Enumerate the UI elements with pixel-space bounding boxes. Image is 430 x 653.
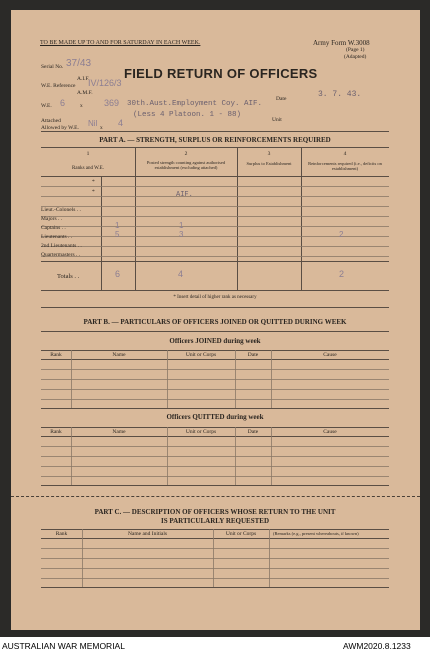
aif-label: A.I.F. bbox=[77, 76, 90, 82]
part-c-col-name: Name and Initials bbox=[127, 531, 168, 537]
unit-label: Unit bbox=[272, 117, 282, 123]
quitted-col-name: Name bbox=[112, 429, 126, 435]
part-c-row-rule bbox=[41, 558, 389, 559]
joined-row-rule bbox=[41, 379, 389, 380]
part-b-title-rule bbox=[41, 331, 389, 332]
col-number-1: 1 bbox=[86, 151, 90, 157]
part-c-vline bbox=[213, 529, 214, 587]
row-rule bbox=[41, 256, 389, 257]
quitted-row-rule bbox=[41, 446, 389, 447]
instruction-text: TO BE MADE UP TO AND FOR SATURDAY IN EACH WEEK. bbox=[40, 40, 201, 46]
part-c-title-line1: PART C. — DESCRIPTION OF OFFICERS WHOSE RETURN TO THE UNIT bbox=[94, 508, 336, 516]
we-number-2: 369 bbox=[104, 98, 120, 108]
rank-majors: Majors . . bbox=[41, 216, 63, 222]
lieutenants-posted: 3 bbox=[179, 230, 184, 239]
archive-caption-left: AUSTRALIAN WAR MEMORIAL bbox=[2, 641, 125, 651]
allowed-x: x bbox=[100, 125, 103, 131]
captains-we: 1 bbox=[115, 221, 120, 230]
joined-col-name: Name bbox=[112, 352, 126, 358]
part-c-table-bottom bbox=[41, 587, 389, 588]
part-c-row-rule bbox=[41, 548, 389, 549]
col-number-4: 4 bbox=[343, 151, 347, 157]
joined-col-cause: Cause bbox=[323, 352, 337, 358]
grid-vline-3 bbox=[237, 147, 238, 290]
part-c-vline bbox=[269, 529, 270, 587]
row-rule bbox=[41, 236, 389, 237]
joined-col-rank: Rank bbox=[50, 352, 62, 358]
col-header-surplus: Surplus to Establishment bbox=[246, 161, 292, 166]
quitted-col-unit: Unit or Corps bbox=[185, 429, 217, 435]
joined-col-date: Date bbox=[247, 352, 259, 358]
date-value: 3. 7. 43. bbox=[318, 90, 362, 99]
part-c-col-remarks: (Remarks (e.g., present whereabouts, if known) bbox=[273, 531, 359, 536]
star-marker-2: * bbox=[92, 189, 95, 195]
totals-reinforcements: 2 bbox=[339, 269, 345, 279]
joined-col-unit: Unit or Corps bbox=[185, 352, 217, 358]
quitted-row-rule bbox=[41, 466, 389, 467]
totals-bottom-rule bbox=[41, 290, 389, 291]
archive-caption-right: AWM2020.8.1233 bbox=[343, 641, 411, 651]
form-title: FIELD RETURN OF OFFICERS bbox=[124, 66, 318, 81]
joined-vline bbox=[235, 350, 236, 408]
part-b-title: PART B. — PARTICULARS OF OFFICERS JOINED OR QUITTED DURING WEEK bbox=[83, 318, 347, 326]
joined-vline bbox=[271, 350, 272, 408]
we-reference-label: W.E. Reference bbox=[41, 83, 76, 89]
part-c-header-rule bbox=[41, 538, 389, 539]
quitted-col-rank: Rank bbox=[50, 429, 62, 435]
col-header-reinforcements: Reinforcements required (i.e., deficits on establishment) bbox=[308, 161, 382, 171]
joined-row-rule bbox=[41, 399, 389, 400]
quitted-vline bbox=[71, 427, 72, 485]
perforation-line bbox=[11, 496, 420, 497]
allowed-number: 4 bbox=[118, 118, 124, 128]
attached-label: Attached bbox=[41, 118, 61, 124]
serial-value: 37/43 bbox=[66, 58, 92, 69]
totals-posted: 4 bbox=[178, 269, 184, 279]
joined-header-rule bbox=[41, 359, 389, 360]
quitted-vline bbox=[271, 427, 272, 485]
row-rule bbox=[41, 196, 389, 197]
joined-row-rule bbox=[41, 369, 389, 370]
we-x: x bbox=[80, 103, 83, 109]
col-number-3: 3 bbox=[267, 151, 271, 157]
rank-quartermasters: Quartermasters . . bbox=[41, 252, 81, 258]
quitted-table-top bbox=[41, 427, 389, 428]
row-rule bbox=[41, 206, 389, 207]
quitted-header-rule bbox=[41, 436, 389, 437]
grid-vline-2 bbox=[135, 147, 136, 290]
row-rule bbox=[41, 216, 389, 217]
quitted-col-cause: Cause bbox=[323, 429, 337, 435]
quitted-col-date: Date bbox=[247, 429, 259, 435]
totals-we: 6 bbox=[115, 269, 121, 279]
totals-top-rule bbox=[41, 261, 389, 262]
part-b-top-rule bbox=[41, 307, 389, 308]
part-c-row-rule bbox=[41, 568, 389, 569]
page-label: (Page 1) bbox=[346, 47, 365, 53]
grid-vline-we bbox=[101, 176, 102, 290]
unit-sub-value: (Less 4 Platoon. 1 - 88) bbox=[133, 111, 242, 119]
quitted-row-rule bbox=[41, 476, 389, 477]
army-form-label: Army Form W.3008 bbox=[313, 39, 370, 47]
joined-table-bottom bbox=[41, 408, 389, 409]
we-reference-value: IV/126/3 bbox=[88, 78, 122, 88]
lieutenants-we: 5 bbox=[115, 230, 120, 239]
part-a-title-rule bbox=[41, 147, 389, 148]
joined-title: Officers JOINED during week bbox=[169, 337, 261, 345]
star-marker-1: * bbox=[92, 179, 95, 185]
quitted-vline bbox=[167, 427, 168, 485]
adapted-label: (Adapted) bbox=[344, 54, 367, 60]
row-rule bbox=[41, 226, 389, 227]
part-c-col-unit: Unit or Corps bbox=[225, 531, 257, 537]
part-c-title-line2: IS PARTICULARLY REQUESTED bbox=[160, 517, 270, 525]
unit-value: 30th.Aust.Employment Coy. AIF. bbox=[127, 100, 263, 108]
quitted-vline bbox=[235, 427, 236, 485]
amf-label: A.M.F. bbox=[77, 90, 93, 96]
aif-entry: AIF. bbox=[176, 191, 193, 199]
rank-2nd-lieutenants: 2nd Lieutenants . . bbox=[41, 243, 82, 249]
part-c-vline bbox=[82, 529, 83, 587]
part-c-table-top bbox=[41, 529, 389, 530]
quitted-row-rule bbox=[41, 456, 389, 457]
col-number-2: 2 bbox=[184, 151, 188, 157]
joined-table-top bbox=[41, 350, 389, 351]
joined-row-rule bbox=[41, 389, 389, 390]
part-a-top-rule bbox=[41, 131, 389, 132]
joined-vline bbox=[71, 350, 72, 408]
grid-vline-4 bbox=[301, 147, 302, 290]
header-bottom-rule bbox=[41, 176, 389, 177]
col-header-ranks: Ranks and W.E. bbox=[72, 166, 104, 171]
col-header-posted: Posted strength counting against authorised establishment (excluding attached) bbox=[146, 160, 226, 170]
quitted-table-bottom bbox=[41, 485, 389, 486]
joined-vline bbox=[167, 350, 168, 408]
serial-label: Serial No. bbox=[41, 64, 64, 70]
totals-label: Totals . . bbox=[57, 273, 80, 280]
footnote: * Insert detail of higher rank as necessary bbox=[173, 295, 257, 300]
part-c-col-rank: Rank bbox=[55, 531, 68, 537]
date-label: Date bbox=[276, 96, 287, 102]
part-c-row-rule bbox=[41, 578, 389, 579]
part-a-title: PART A. — STRENGTH, SURPLUS OR REINFORCEMENTS REQUIRED bbox=[99, 136, 331, 144]
allowed-label: Allowed by W.E. bbox=[41, 125, 79, 131]
captains-posted: 1 bbox=[179, 221, 184, 230]
we-label: W.E. bbox=[41, 103, 52, 109]
quitted-title: Officers QUITTED during week bbox=[166, 413, 264, 421]
lieutenants-reinforcements: 2 bbox=[339, 230, 344, 239]
we-number-1: 6 bbox=[60, 98, 66, 108]
row-rule bbox=[41, 186, 389, 187]
rank-lieutenants: Lieutenants . . bbox=[41, 234, 73, 240]
allowed-value: Nil bbox=[88, 119, 98, 128]
row-rule bbox=[41, 246, 389, 247]
rank-lieut-colonels: Lieut.-Colonels . . bbox=[41, 207, 81, 213]
rank-captains: Captains . . bbox=[41, 225, 66, 231]
